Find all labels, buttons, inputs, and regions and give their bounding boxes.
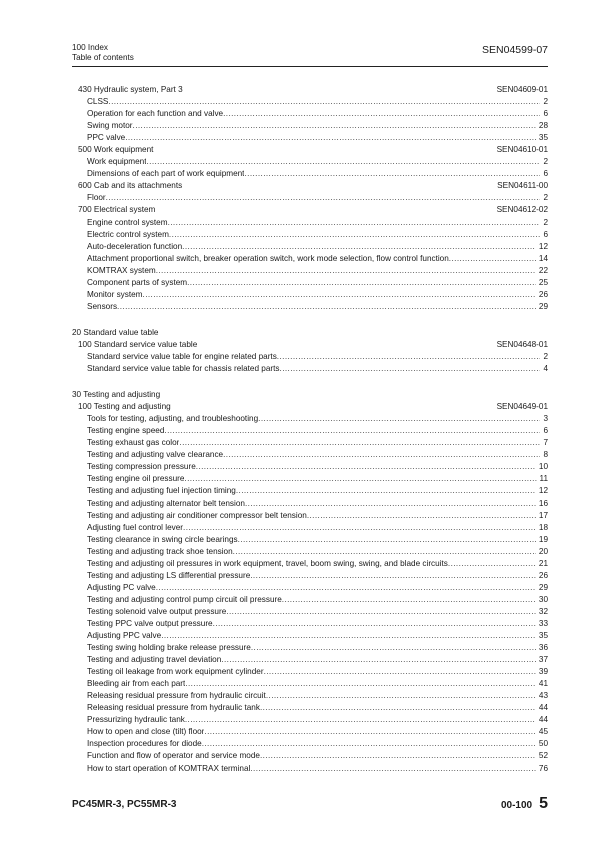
toc-entry-title[interactable]: Testing PPC valve output pressure [87, 618, 213, 628]
chapter-row [72, 339, 548, 351]
toc-entry-title[interactable]: Testing compression pressure [87, 462, 196, 472]
toc-entry[interactable] [72, 498, 548, 510]
chapter-title: 700 Electrical system [78, 205, 156, 215]
toc-entry[interactable] [72, 546, 548, 558]
toc-entry-page: 29 [538, 301, 548, 311]
toc-entry[interactable] [72, 96, 548, 108]
chapter-doc-code: SEN04649-01 [496, 402, 548, 412]
toc-entry-title[interactable]: Testing and adjusting track shoe tension [87, 546, 233, 556]
header-index-label: 100 Index [72, 43, 108, 52]
toc-entry-title[interactable]: Inspection procedures for diode [87, 739, 202, 749]
dot-leader [204, 726, 535, 738]
toc-entry-title[interactable]: Auto-deceleration function [87, 241, 183, 251]
toc-entry-page: 45 [538, 727, 548, 737]
toc-entry[interactable] [72, 522, 548, 534]
toc-entry-title[interactable]: Adjusting fuel control lever [87, 522, 184, 532]
dot-leader [280, 363, 541, 375]
toc-entry-page: 6 [543, 426, 548, 436]
dot-leader [245, 498, 536, 510]
toc-entry-title[interactable]: Dimensions of each part of work equipment [87, 169, 245, 179]
toc-entry-title[interactable]: Testing and adjusting air conditioner compressor belt tension [87, 510, 307, 520]
dot-leader [260, 702, 536, 714]
toc-entry-page: 4 [543, 364, 548, 374]
toc-entry-page: 32 [538, 606, 548, 616]
dot-leader [156, 582, 536, 594]
section-heading: 30 Testing and adjusting [72, 390, 161, 400]
toc-entry-page: 2 [543, 351, 548, 361]
toc-entry-page: 7 [543, 438, 548, 448]
toc-entry-page: 28 [538, 121, 548, 131]
dot-leader [196, 461, 536, 473]
footer-section-code: 00-100 [500, 800, 533, 811]
toc-entry-title[interactable]: Testing and adjusting travel deviation [87, 655, 222, 665]
toc-entry-title[interactable]: Sensors [87, 301, 118, 311]
dot-leader [307, 510, 536, 522]
toc-entry[interactable] [72, 534, 548, 546]
toc-entry-title[interactable]: Testing and adjusting alternator belt tension [87, 498, 245, 508]
toc-entry-title[interactable]: Releasing residual pressure from hydraulic tank [87, 703, 260, 713]
dot-leader [164, 425, 540, 437]
toc-entry-title[interactable]: KOMTRAX system [87, 265, 156, 275]
dot-leader [266, 690, 536, 702]
chapter-doc-code: SEN04609-01 [496, 85, 548, 94]
toc-entry[interactable] [72, 726, 548, 738]
chapter-row [72, 401, 548, 413]
dot-leader [260, 750, 536, 762]
toc-entry-page: 8 [543, 450, 548, 460]
toc-entry-page: 12 [538, 486, 548, 496]
chapter-doc-code: SEN04648-01 [496, 339, 548, 349]
toc-entry-title[interactable]: Adjusting PC valve [87, 582, 156, 592]
chapter-title: 500 Work equipment [78, 145, 154, 155]
toc-entry[interactable] [72, 132, 548, 144]
toc-entry[interactable] [72, 678, 548, 690]
toc-entry[interactable] [72, 618, 548, 630]
toc-entry-title[interactable]: Engine control system [87, 217, 168, 227]
toc-entry-page: 14 [538, 253, 548, 263]
toc-entry-page: 6 [543, 169, 548, 179]
toc-entry-title[interactable]: Work equipment [87, 157, 147, 167]
toc-entry[interactable] [72, 606, 548, 618]
table-of-contents [72, 84, 548, 775]
dot-leader [236, 485, 536, 497]
toc-entry-page: 18 [538, 522, 548, 532]
toc-entry-page: 43 [538, 691, 548, 701]
toc-entry-page: 44 [538, 703, 548, 713]
toc-entry-title[interactable]: Function and flow of operator and service mode [87, 751, 260, 761]
chapter-row [72, 204, 548, 216]
dot-leader [202, 738, 536, 750]
toc-entry[interactable] [72, 363, 548, 375]
toc-entry-page: 26 [538, 289, 548, 299]
footer-page-number: 5 [539, 795, 548, 812]
toc-entry-page: 22 [538, 265, 548, 275]
toc-entry-title[interactable]: Adjusting PPC valve [87, 631, 162, 641]
dot-leader [133, 120, 536, 132]
dot-leader [185, 714, 536, 726]
toc-entry-title[interactable]: Testing solenoid valve output pressure [87, 606, 227, 616]
toc-entry-page: 6 [543, 229, 548, 239]
toc-entry-title[interactable]: PPC valve [87, 133, 126, 143]
toc-entry[interactable] [72, 425, 548, 437]
dot-leader [250, 763, 536, 775]
dot-leader [185, 678, 536, 690]
toc-entry[interactable] [72, 714, 548, 726]
dot-leader [168, 217, 541, 229]
toc-entry-page: 6 [543, 109, 548, 119]
toc-entry-title[interactable]: How to start operation of KOMTRAX terminal [87, 763, 251, 773]
toc-entry-page: 26 [538, 570, 548, 580]
toc-entry-page: 33 [538, 618, 548, 628]
toc-entry[interactable] [72, 192, 548, 204]
dot-leader [448, 558, 536, 570]
toc-entry[interactable] [72, 485, 548, 497]
dot-leader [183, 522, 536, 534]
toc-entry-title[interactable]: Floor [87, 193, 106, 203]
dot-leader [117, 301, 536, 313]
toc-entry[interactable] [72, 690, 548, 702]
toc-entry-title[interactable]: Operation for each function and valve [87, 109, 224, 119]
chapter-title: 100 Standard service value table [78, 339, 198, 349]
toc-entry[interactable] [72, 413, 548, 425]
footer-page-ref [501, 795, 548, 813]
toc-entry-page: 2 [543, 193, 548, 203]
toc-entry-page: 16 [538, 498, 548, 508]
toc-entry[interactable] [72, 558, 548, 570]
dot-leader [169, 229, 541, 241]
toc-entry-title[interactable]: Testing and adjusting valve clearance [87, 450, 224, 460]
dot-leader [233, 546, 536, 558]
toc-entry-title[interactable]: Standard service value table for chassis related parts [87, 364, 280, 374]
toc-entry-page: 2 [543, 157, 548, 167]
toc-entry[interactable] [72, 510, 548, 522]
dot-leader [226, 606, 536, 618]
dot-leader [250, 570, 536, 582]
toc-entry-page: 19 [538, 534, 548, 544]
toc-entry-title[interactable]: Testing engine speed [87, 426, 165, 436]
toc-entry-page: 30 [538, 594, 548, 604]
toc-entry-page: 29 [538, 582, 548, 592]
header-section-label [72, 43, 134, 63]
section-spacer [72, 375, 548, 389]
toc-entry-title[interactable]: Testing and adjusting fuel injection timing [87, 486, 236, 496]
toc-entry-title[interactable]: How to open and close (tilt) floor [87, 727, 205, 737]
dot-leader [213, 618, 536, 630]
toc-entry[interactable] [72, 156, 548, 168]
toc-entry-title[interactable]: Testing and adjusting control pump circuit oil pressure [87, 594, 282, 604]
toc-entry-title[interactable]: Testing oil leakage from work equipment cylinder [87, 667, 264, 677]
toc-entry-title[interactable]: Tools for testing, adjusting, and troubleshooting [87, 414, 259, 424]
chapter-row [72, 144, 548, 156]
dot-leader [125, 132, 536, 144]
toc-entry-title[interactable]: Testing clearance in swing circle bearings [87, 534, 238, 544]
dot-leader [223, 108, 540, 120]
toc-entry-page: 12 [538, 241, 548, 251]
toc-entry[interactable] [72, 763, 548, 775]
toc-entry[interactable] [72, 702, 548, 714]
dot-leader [187, 277, 536, 289]
dot-leader [143, 289, 536, 301]
toc-entry-page: 52 [538, 751, 548, 761]
toc-entry[interactable] [72, 241, 548, 253]
chapter-doc-code: SEN04612-02 [496, 205, 548, 215]
toc-entry-title[interactable]: Attachment proportional switch, breaker operation switch, work mode selection, flow control function [87, 253, 449, 263]
toc-entry[interactable] [72, 630, 548, 642]
toc-entry[interactable] [72, 570, 548, 582]
toc-entry-title[interactable]: Pressurizing hydraulic tank [87, 715, 185, 725]
toc-entry[interactable] [72, 461, 548, 473]
toc-entry[interactable] [72, 289, 548, 301]
toc-entry[interactable] [72, 594, 548, 606]
dot-leader [221, 654, 536, 666]
chapter-doc-code: SEN04611-00 [497, 181, 548, 191]
toc-entry[interactable] [72, 750, 548, 762]
toc-entry[interactable] [72, 265, 548, 277]
dot-leader [264, 666, 536, 678]
toc-entry-title[interactable]: Testing exhaust gas color [87, 438, 180, 448]
toc-entry-title[interactable]: Bleeding air from each part [87, 679, 186, 689]
dot-leader [449, 253, 536, 265]
toc-entry[interactable] [72, 437, 548, 449]
dot-leader [251, 642, 536, 654]
header-doc-code: SEN04599-07 [482, 44, 548, 56]
chapter-title: 600 Cab and its attachments [78, 181, 183, 191]
dot-leader [106, 192, 541, 204]
toc-entry-title[interactable]: Component parts of system [87, 277, 188, 287]
toc-entry-page: 41 [538, 679, 548, 689]
toc-entry-page: 36 [538, 643, 548, 653]
toc-entry[interactable] [72, 738, 548, 750]
dot-leader [282, 594, 536, 606]
header-toc-label: Table of contents [72, 53, 134, 62]
toc-entry-page: 2 [543, 97, 548, 107]
dot-leader [184, 473, 536, 485]
footer-models: PC45MR-3, PC55MR-3 [72, 799, 177, 810]
toc-entry[interactable] [72, 582, 548, 594]
dot-leader [161, 630, 536, 642]
toc-entry[interactable] [72, 351, 548, 363]
toc-entry-title[interactable]: Testing and adjusting LS differential pressure [87, 570, 251, 580]
toc-entry[interactable] [72, 654, 548, 666]
dot-leader [156, 265, 536, 277]
toc-entry-page: 25 [538, 277, 548, 287]
dot-leader [146, 156, 540, 168]
dot-leader [238, 534, 536, 546]
toc-entry-page: 37 [538, 655, 548, 665]
dot-leader [179, 437, 540, 449]
toc-entry[interactable] [72, 229, 548, 241]
toc-entry-page: 76 [538, 763, 548, 773]
toc-entry[interactable] [72, 666, 548, 678]
toc-entry-page: 17 [538, 510, 548, 520]
toc-entry-title[interactable]: Testing and adjusting oil pressures in work equipment, travel, boom swing, swing, and blade circuits [87, 558, 448, 568]
toc-entry-page: 3 [543, 414, 548, 424]
toc-entry-page: 35 [538, 631, 548, 641]
toc-entry-title[interactable]: Electric control system [87, 229, 169, 239]
dot-leader [277, 351, 541, 363]
toc-entry-title[interactable]: Standard service value table for engine related parts [87, 351, 277, 361]
chapter-row [72, 180, 548, 192]
dot-leader [182, 241, 536, 253]
toc-entry[interactable] [72, 120, 548, 132]
header-divider [72, 66, 548, 67]
toc-entry-title[interactable]: CLSS [87, 97, 109, 107]
chapter-title: 100 Testing and adjusting [78, 402, 171, 412]
toc-entry-page: 44 [538, 715, 548, 725]
toc-entry[interactable] [72, 449, 548, 461]
toc-entry[interactable] [72, 277, 548, 289]
toc-entry-page: 21 [538, 558, 548, 568]
toc-entry[interactable] [72, 642, 548, 654]
toc-entry[interactable] [72, 108, 548, 120]
chapter-title: 430 Hydraulic system, Part 3 [78, 85, 183, 94]
dot-leader [223, 449, 540, 461]
toc-entry-page: 2 [543, 217, 548, 227]
toc-entry[interactable] [72, 217, 548, 229]
toc-entry-title[interactable]: Releasing residual pressure from hydraulic circuit [87, 691, 266, 701]
dot-leader [258, 413, 540, 425]
toc-entry-page: 39 [538, 667, 548, 677]
chapter-doc-code: SEN04610-01 [496, 145, 548, 155]
section-spacer [72, 313, 548, 327]
toc-entry[interactable] [72, 473, 548, 485]
toc-entry-title[interactable]: Swing motor [87, 121, 133, 131]
toc-entry-page: 50 [538, 739, 548, 749]
toc-entry-title[interactable]: Testing engine oil pressure [87, 474, 185, 484]
toc-entry[interactable] [72, 301, 548, 313]
chapter-row [72, 84, 548, 96]
section-heading: 20 Standard value table [72, 327, 159, 337]
toc-entry-page: 20 [538, 546, 548, 556]
dot-leader [108, 96, 540, 108]
toc-entry[interactable] [72, 253, 548, 265]
toc-entry-page: 35 [538, 133, 548, 143]
toc-entry-title[interactable]: Testing swing holding brake release pressure [87, 643, 251, 653]
toc-entry-page: 10 [538, 462, 548, 472]
toc-entry-title[interactable]: Monitor system [87, 289, 143, 299]
toc-entry[interactable] [72, 168, 548, 180]
toc-entry-page: 11 [539, 474, 548, 484]
dot-leader [244, 168, 540, 180]
